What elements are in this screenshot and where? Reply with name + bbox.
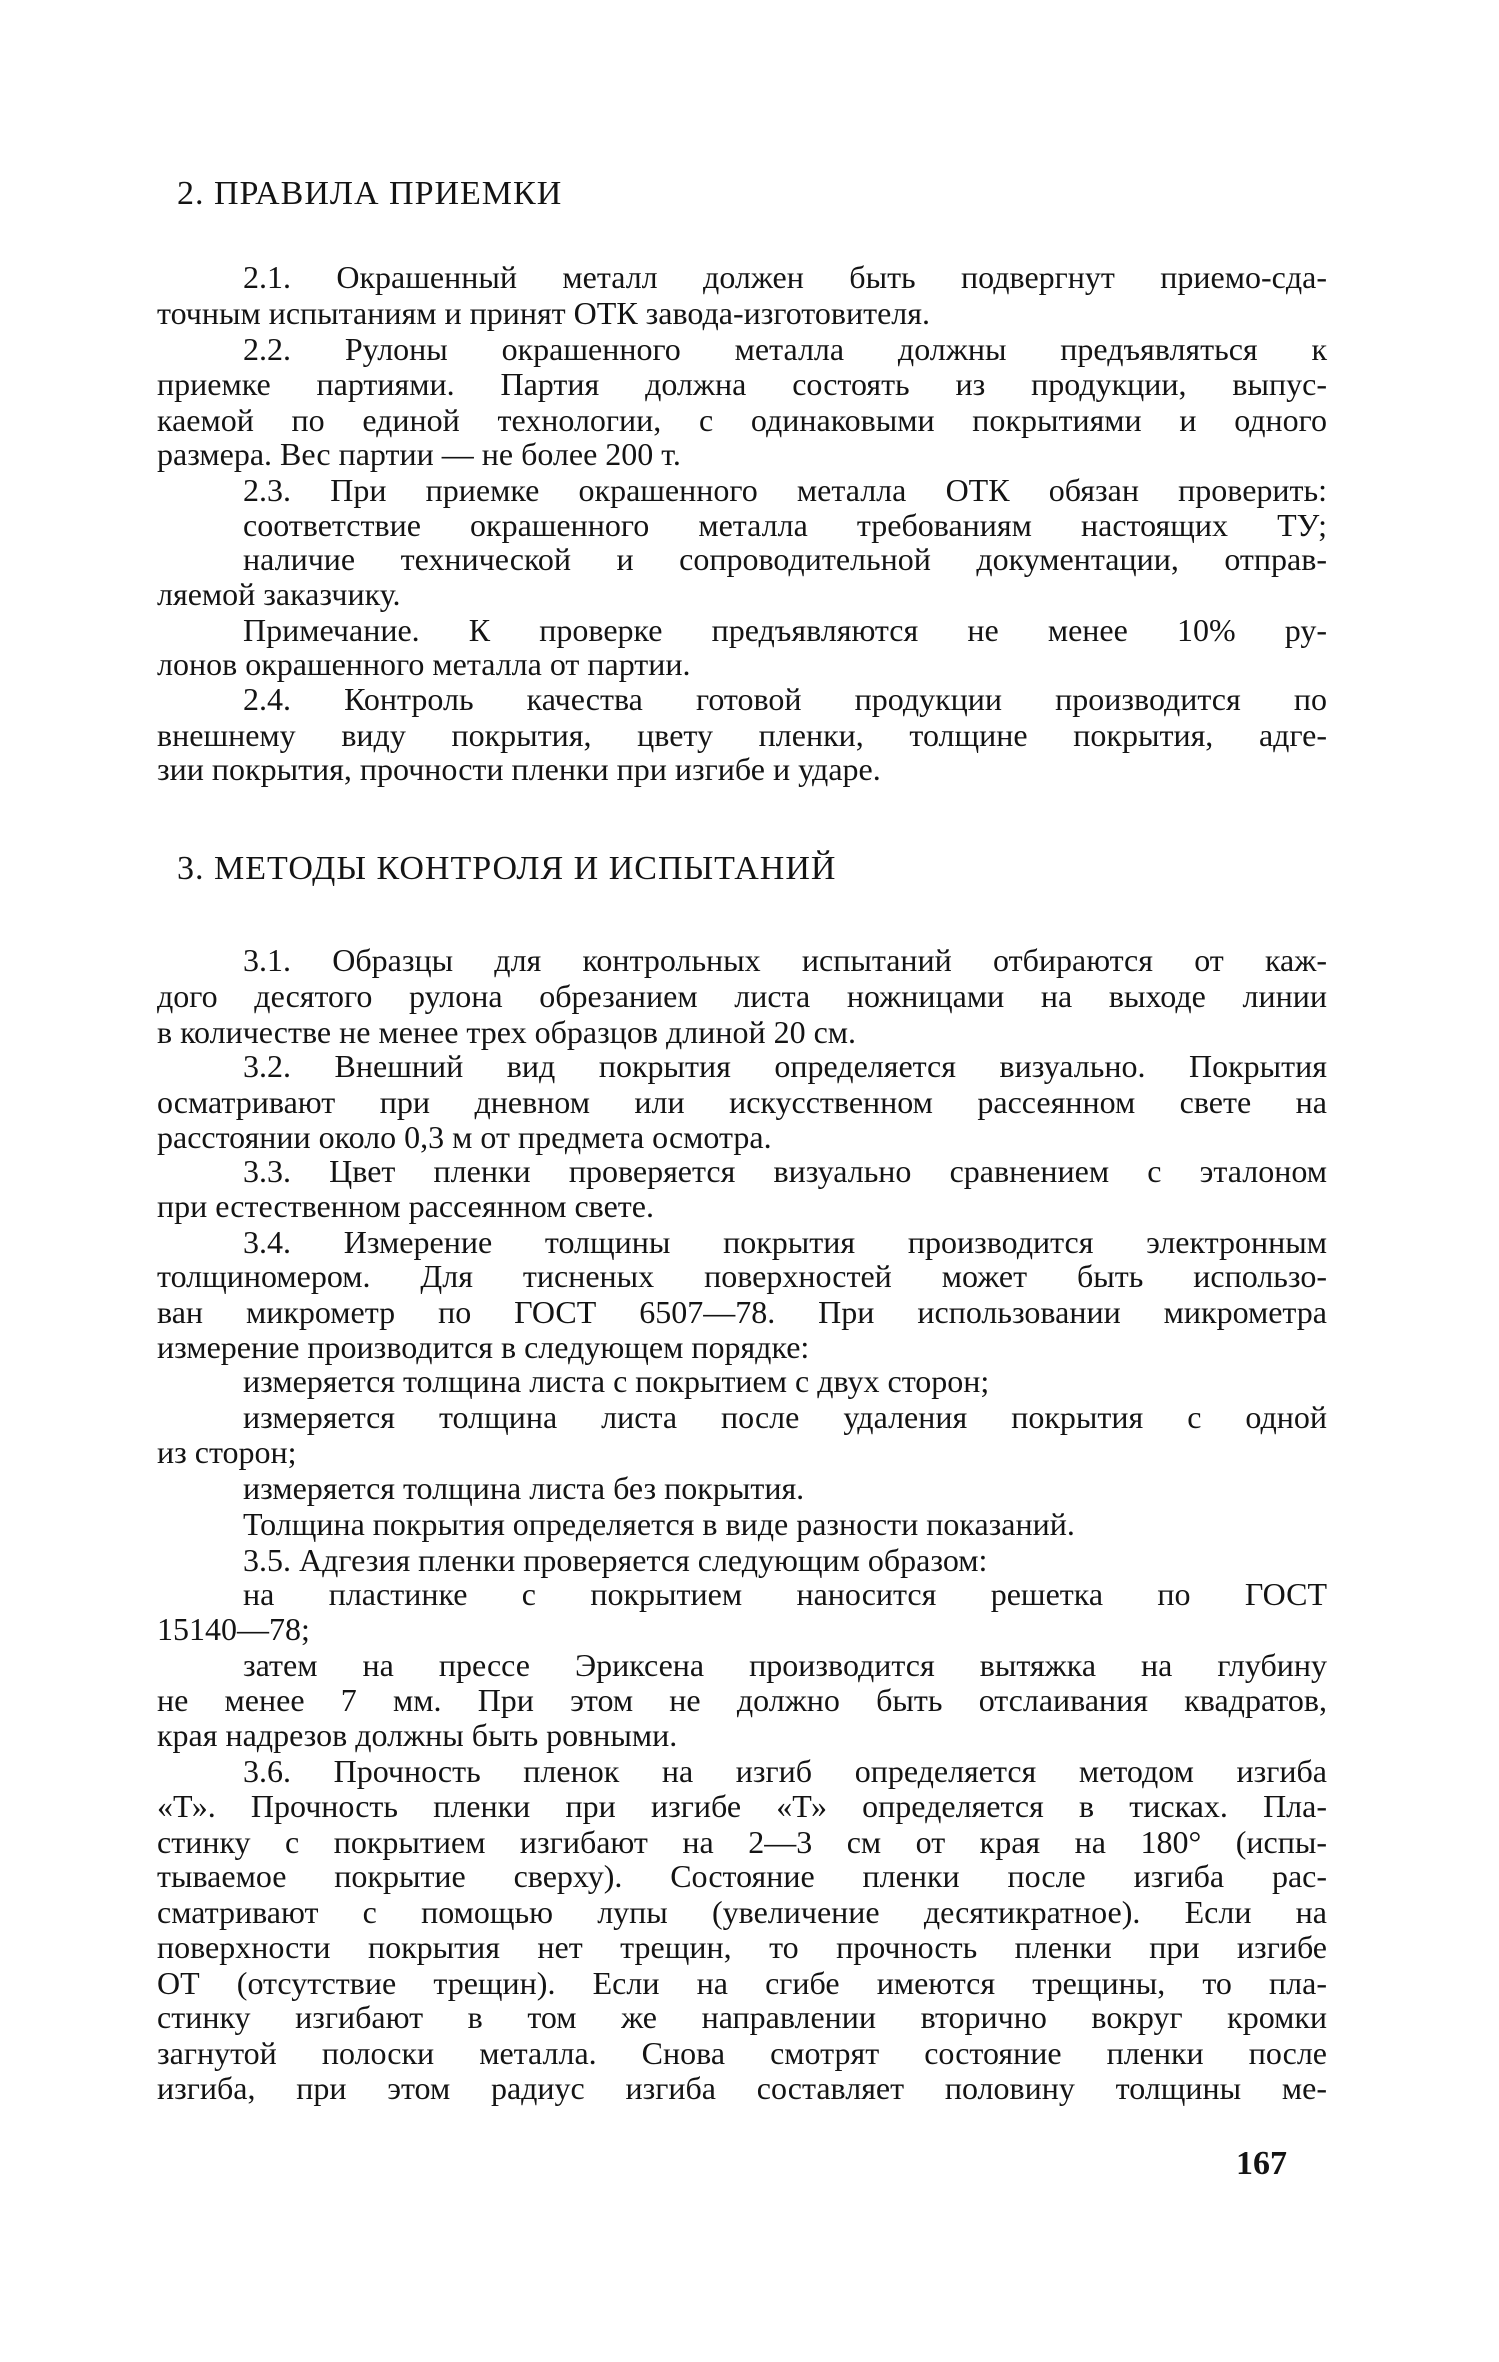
text-line: осматривают при дневном или искусственном рассеянном свете на — [157, 1084, 1327, 1120]
text-line: стинку с покрытием изгибают на 2—3 см от края на 180° (испы- — [157, 1824, 1327, 1860]
text-line: поверхности покрытия нет трещин, то прочность пленки при изгибе — [157, 1929, 1327, 1965]
text-line: сматривают с помощью лупы (увеличение десятикратное). Если на — [157, 1894, 1327, 1930]
text-line: изгиба, при этом радиус изгиба составляет половину толщины ме- — [157, 2070, 1327, 2106]
text-line: каемой по единой технологии, с одинаковыми покрытиями и одного — [157, 402, 1327, 438]
text-line: толщиномером. Для тисненых поверхностей может быть использо- — [157, 1258, 1327, 1294]
text-line: Примечание. К проверке предъявляются не менее 10% ру- — [243, 612, 1327, 648]
text-line: ОТ (отсутствие трещин). Если на сгибе имеются трещины, то пла- — [157, 1965, 1327, 2001]
text-line: измеряется толщина листа после удаления покрытия с одной — [243, 1399, 1327, 1435]
text-line: измеряется толщина листа без покрытия. — [243, 1470, 805, 1506]
text-line: 3.4. Измерение толщины покрытия производится электронным — [243, 1224, 1327, 1260]
text-line: при естественном рассеянном свете. — [157, 1188, 654, 1224]
text-line: из сторон; — [157, 1434, 297, 1470]
text-line: затем на прессе Эриксена производится вытяжка на глубину — [243, 1647, 1327, 1683]
text-line: 2.4. Контроль качества готовой продукции производится по — [243, 681, 1327, 717]
text-line: измеряется толщина листа с покрытием с двух сторон; — [243, 1363, 990, 1399]
text-line: размера. Вес партии — не более 200 т. — [157, 436, 681, 472]
text-line: наличие технической и сопроводительной документации, отправ- — [243, 541, 1327, 577]
text-line: тываемое покрытие сверху). Состояние пленки после изгиба рас- — [157, 1858, 1327, 1894]
text-line: Толщина покрытия определяется в виде разности показаний. — [243, 1506, 1075, 1542]
text-line: на пластинке с покрытием наносится решетка по ГОСТ — [243, 1576, 1327, 1612]
text-line: расстоянии около 0,3 м от предмета осмотра. — [157, 1119, 772, 1155]
text-line: 3.5. Адгезия пленки проверяется следующим образом: — [243, 1542, 988, 1578]
text-line: лонов окрашенного металла от партии. — [157, 646, 691, 682]
text-line: 2.3. При приемке окрашенного металла ОТК обязан проверить: — [243, 472, 1327, 508]
text-line: в количестве не менее трех образцов длиной 20 см. — [157, 1014, 857, 1050]
text-line: края надрезов должны быть ровными. — [157, 1717, 678, 1753]
page-number: 167 — [1236, 2145, 1287, 2182]
text-line: 3.3. Цвет пленки проверяется визуально сравнением с эталоном — [243, 1153, 1327, 1189]
text-line: соответствие окрашенного металла требованиям настоящих ТУ; — [243, 507, 1327, 543]
text-line: «Т». Прочность пленки при изгибе «Т» определяется в тисках. Пла- — [157, 1788, 1327, 1824]
text-line: приемке партиями. Партия должна состоять из продукции, выпус- — [157, 366, 1327, 402]
text-line: не менее 7 мм. При этом не должно быть отслаивания квадратов, — [157, 1682, 1327, 1718]
section-heading-3: 3. МЕТОДЫ КОНТРОЛЯ И ИСПЫТАНИЙ — [177, 850, 837, 887]
text-line: 2.1. Окрашенный металл должен быть подвергнут приемо-сда- — [243, 259, 1327, 295]
text-line: 3.6. Прочность пленок на изгиб определяется методом изгиба — [243, 1753, 1327, 1789]
text-line: точным испытаниям и принят ОТК завода-изготовителя. — [157, 295, 930, 331]
text-line: ван микрометр по ГОСТ 6507—78. При использовании микрометра — [157, 1294, 1327, 1330]
text-line: 3.1. Образцы для контрольных испытаний отбираются от каж- — [243, 942, 1327, 978]
text-line: ляемой заказчику. — [157, 576, 401, 612]
text-line: 15140—78; — [157, 1611, 310, 1647]
text-line: зии покрытия, прочности пленки при изгибе и ударе. — [157, 751, 881, 787]
text-line: загнутой полоски металла. Снова смотрят состояние пленки после — [157, 2035, 1327, 2071]
text-line: 2.2. Рулоны окрашенного металла должны предъявляться к — [243, 331, 1327, 367]
text-line: стинку изгибают в том же направлении вторично вокруг кромки — [157, 1999, 1327, 2035]
text-line: дого десятого рулона обрезанием листа ножницами на выходе линии — [157, 978, 1327, 1014]
section-heading-2: 2. ПРАВИЛА ПРИЕМКИ — [177, 175, 563, 212]
text-line: измерение производится в следующем порядке: — [157, 1329, 810, 1365]
text-line: 3.2. Внешний вид покрытия определяется визуально. Покрытия — [243, 1048, 1327, 1084]
text-line: внешнему виду покрытия, цвету пленки, толщине покрытия, адге- — [157, 717, 1327, 753]
